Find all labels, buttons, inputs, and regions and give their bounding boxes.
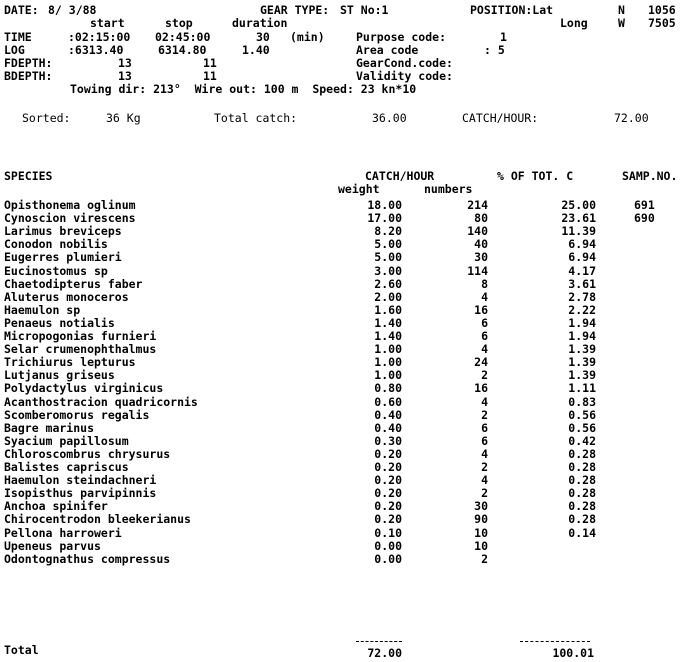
percent-of-total: 23.61	[561, 211, 596, 225]
longitude-label: Long	[560, 16, 588, 30]
species-name: Scomberomorus regalis	[4, 408, 150, 422]
catch-numbers: 4	[481, 447, 488, 461]
log-start-value: :6313.40	[68, 43, 124, 57]
catch-weight: 0.60	[374, 395, 402, 409]
catch-numbers: 2	[481, 552, 488, 566]
log-label: LOG	[4, 43, 25, 57]
catch-weight: 1.60	[374, 303, 402, 317]
species-name: Chirocentrodon bleekerianus	[4, 512, 191, 526]
species-name: Bagre marinus	[4, 421, 95, 435]
catch-weight: 8.20	[374, 224, 402, 238]
total-catch-label: Total catch:	[214, 111, 298, 125]
catch-numbers: 4	[481, 342, 488, 356]
sample-number: 690	[634, 211, 655, 225]
position-label: POSITION:Lat	[470, 3, 554, 17]
catch-numbers: 4	[481, 473, 488, 487]
percent-of-total: 0.56	[568, 408, 596, 422]
percent-total-column-header: % OF TOT. C	[497, 169, 574, 183]
percent-of-total: 0.83	[568, 395, 596, 409]
species-name: Acanthostracion quadricornis	[4, 395, 198, 409]
species-name: Eugerres plumieri	[4, 250, 122, 264]
catch-numbers: 4	[481, 395, 488, 409]
total-percent-value: 100.01	[552, 646, 594, 660]
percent-of-total: 6.94	[568, 250, 596, 264]
catch-numbers: 2	[481, 460, 488, 474]
species-column-header: SPECIES	[4, 169, 53, 183]
catch-weight: 2.00	[374, 290, 402, 304]
catch-weight: 0.20	[374, 512, 402, 526]
percent-of-total: 2.22	[568, 303, 596, 317]
percent-of-total: 0.14	[568, 526, 596, 540]
catch-numbers: 16	[474, 381, 488, 395]
catch-weight: 0.20	[374, 473, 402, 487]
percent-of-total: 1.39	[568, 368, 596, 382]
percent-of-total: 0.28	[568, 512, 596, 526]
catch-weight: 0.20	[374, 499, 402, 513]
species-name: Trichiurus lepturus	[4, 355, 136, 369]
species-name: Odontognathus compressus	[4, 552, 171, 566]
percent-of-total: 6.94	[568, 237, 596, 251]
catch-weight: 5.00	[374, 237, 402, 251]
log-distance-value: 1.40	[242, 43, 270, 57]
catch-hour-column-header: CATCH/HOUR	[365, 169, 435, 183]
towing-info-line: Towing dir: 213° Wire out: 100 m Speed: 23 kn*10	[70, 82, 417, 96]
gear-type-label: GEAR TYPE:	[260, 3, 330, 17]
catch-numbers: 6	[481, 421, 488, 435]
species-name: Conodon nobilis	[4, 237, 108, 251]
species-name: Cynoscion virescens	[4, 211, 136, 225]
catch-weight: 1.00	[374, 355, 402, 369]
percent-of-total: 1.94	[568, 316, 596, 330]
catch-weight: 18.00	[367, 198, 402, 212]
catch-numbers: 30	[474, 250, 488, 264]
catch-per-hour-value: 72.00	[614, 111, 649, 125]
species-name: Balistes capriscus	[4, 460, 129, 474]
percent-of-total: 0.28	[568, 499, 596, 513]
percent-of-total: 0.56	[568, 421, 596, 435]
catch-weight: 0.20	[374, 486, 402, 500]
catch-numbers: 24	[474, 355, 488, 369]
purpose-code-label: Purpose code:	[356, 30, 447, 44]
catch-weight: 0.30	[374, 434, 402, 448]
percent-of-total: 0.42	[568, 434, 596, 448]
longitude-hemisphere: W	[618, 16, 625, 30]
numbers-column-header: numbers	[424, 182, 473, 196]
column-stop-header: stop	[165, 16, 193, 30]
catch-per-hour-label: CATCH/HOUR:	[462, 111, 539, 125]
time-stop-value: 02:45:00	[155, 30, 211, 44]
catch-numbers: 30	[474, 499, 488, 513]
species-name: Pellona harroweri	[4, 526, 122, 540]
time-label: TIME	[4, 30, 32, 44]
catch-weight: 0.00	[374, 552, 402, 566]
catch-weight: 5.00	[374, 250, 402, 264]
percent-of-total: 1.94	[568, 329, 596, 343]
total-weight-value: 72.00	[367, 646, 402, 660]
catch-weight: 0.20	[374, 460, 402, 474]
species-name: Syacium papillosum	[4, 434, 129, 448]
total-label: Total	[4, 643, 39, 657]
catch-numbers: 4	[481, 290, 488, 304]
fdepth-start-value: 13	[118, 56, 132, 70]
latitude-hemisphere: N	[618, 3, 625, 17]
sorted-label: Sorted:	[22, 111, 71, 125]
sample-number-column-header: SAMP.NO.	[622, 169, 678, 183]
species-name: Larimus breviceps	[4, 224, 122, 238]
catch-weight: 0.10	[374, 526, 402, 540]
bdepth-label: BDEPTH:	[4, 69, 53, 83]
column-start-header: start	[90, 16, 125, 30]
time-start-value: :02:15:00	[68, 30, 131, 44]
species-name: Isopisthus parvipinnis	[4, 486, 157, 500]
percent-of-total: 0.28	[568, 473, 596, 487]
catch-numbers: 80	[474, 211, 488, 225]
percent-of-total: 1.39	[568, 342, 596, 356]
bdepth-stop-value: 11	[203, 69, 217, 83]
species-name: Upeneus parvus	[4, 539, 101, 553]
species-name: Chloroscombrus chrysurus	[4, 447, 171, 461]
catch-weight: 17.00	[367, 211, 402, 225]
percent-of-total: 11.39	[561, 224, 596, 238]
catch-weight: 1.00	[374, 342, 402, 356]
catch-numbers: 114	[467, 264, 488, 278]
percent-of-total: 1.11	[568, 381, 596, 395]
species-name: Aluterus monoceros	[4, 290, 129, 304]
species-name: Micropogonias furnieri	[4, 329, 157, 343]
bdepth-start-value: 13	[118, 69, 132, 83]
catch-numbers: 2	[481, 408, 488, 422]
sample-number: 691	[634, 198, 655, 212]
date-value: 8/ 3/88	[48, 3, 97, 17]
catch-weight: 1.00	[374, 368, 402, 382]
percent-of-total: 25.00	[561, 198, 596, 212]
catch-numbers: 140	[467, 224, 488, 238]
total-catch-value: 36.00	[372, 111, 407, 125]
catch-numbers: 40	[474, 237, 488, 251]
species-name: Lutjanus griseus	[4, 368, 115, 382]
fdepth-label: FDEPTH:	[4, 56, 53, 70]
species-name: Anchoa spinifer	[4, 499, 108, 513]
percent-total-rule	[520, 641, 590, 642]
species-name: Eucinostomus sp	[4, 264, 108, 278]
duration-unit: (min)	[290, 30, 325, 44]
catch-numbers: 16	[474, 303, 488, 317]
area-code-value: : 5	[484, 43, 505, 57]
gear-condition-label: GearCond.code:	[356, 56, 453, 70]
catch-weight: 0.00	[374, 539, 402, 553]
catch-numbers: 6	[481, 329, 488, 343]
species-name: Opisthonema oglinum	[4, 198, 136, 212]
catch-numbers: 10	[474, 539, 488, 553]
weight-column-header: weight	[338, 182, 380, 196]
latitude-value: 1056	[648, 3, 676, 17]
catch-weight: 0.20	[374, 447, 402, 461]
catch-weight: 0.40	[374, 421, 402, 435]
purpose-code-value: 1	[500, 30, 507, 44]
percent-of-total: 0.28	[568, 447, 596, 461]
percent-of-total: 3.61	[568, 277, 596, 291]
species-name: Penaeus notialis	[4, 316, 115, 330]
sorted-value: 36 Kg	[106, 111, 141, 125]
catch-numbers: 6	[481, 434, 488, 448]
species-name: Chaetodipterus faber	[4, 277, 143, 291]
catch-weight: 0.80	[374, 381, 402, 395]
weight-total-rule	[356, 641, 402, 642]
species-name: Selar crumenophthalmus	[4, 342, 157, 356]
species-name: Haemulon sp	[4, 303, 81, 317]
validity-code-label: Validity code:	[356, 69, 453, 83]
species-name: Haemulon steindachneri	[4, 473, 157, 487]
percent-of-total: 0.28	[568, 460, 596, 474]
gear-type-value: ST No:1	[340, 3, 389, 17]
longitude-value: 7505	[648, 16, 676, 30]
catch-numbers: 2	[481, 486, 488, 500]
percent-of-total: 1.39	[568, 355, 596, 369]
percent-of-total: 0.28	[568, 486, 596, 500]
catch-numbers: 8	[481, 277, 488, 291]
catch-weight: 0.40	[374, 408, 402, 422]
catch-numbers: 90	[474, 512, 488, 526]
catch-weight: 1.40	[374, 329, 402, 343]
catch-weight: 1.40	[374, 316, 402, 330]
column-duration-header: duration	[232, 16, 288, 30]
log-stop-value: 6314.80	[158, 43, 207, 57]
catch-weight: 3.00	[374, 264, 402, 278]
duration-value: 30	[256, 30, 270, 44]
species-name: Polydactylus virginicus	[4, 381, 164, 395]
percent-of-total: 2.78	[568, 290, 596, 304]
catch-numbers: 10	[474, 526, 488, 540]
catch-weight: 2.60	[374, 277, 402, 291]
percent-of-total: 4.17	[568, 264, 596, 278]
catch-numbers: 6	[481, 316, 488, 330]
catch-numbers: 2	[481, 368, 488, 382]
catch-numbers: 214	[467, 198, 488, 212]
area-code-label: Area code	[356, 43, 419, 57]
date-label: DATE:	[4, 3, 39, 17]
fdepth-stop-value: 11	[203, 56, 217, 70]
